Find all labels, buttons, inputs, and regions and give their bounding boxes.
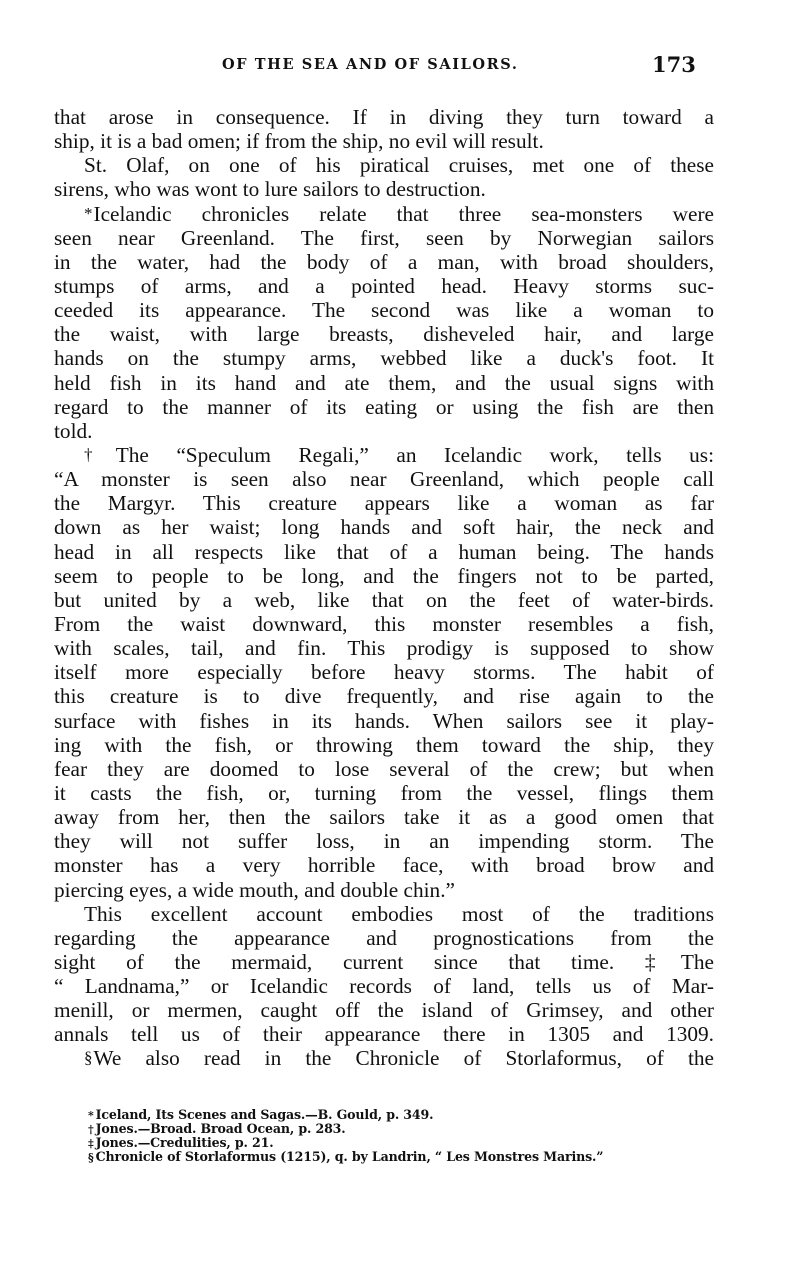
text-line bbox=[54, 467, 714, 491]
line-text: “A monster is seen also near Greenland, which people call bbox=[54, 467, 714, 492]
text-line bbox=[54, 105, 714, 129]
text-line bbox=[54, 491, 714, 515]
line-text: sight of the mermaid, current since that time. ‡The bbox=[54, 949, 714, 974]
footnote-mark: * bbox=[88, 1109, 94, 1122]
footnote-text: Jones.—Broad. Broad Ocean, p. 283. bbox=[95, 1121, 346, 1136]
text-line bbox=[54, 371, 714, 395]
text-line bbox=[54, 878, 714, 902]
text-line bbox=[54, 153, 714, 177]
text-line bbox=[54, 709, 714, 733]
text-line bbox=[54, 612, 714, 636]
text-line bbox=[54, 322, 714, 346]
footnote bbox=[88, 1136, 728, 1150]
line-text: regard to the manner of its eating or using the fish are then bbox=[54, 394, 714, 419]
line-text: that arose in consequence. If in diving they turn toward a bbox=[54, 105, 714, 129]
line-text: We also read in the Chronicle of Storlaformus, of the bbox=[93, 1046, 714, 1071]
text-line bbox=[54, 298, 714, 322]
line-text: seem to people to be long, and the fingers not to be parted, bbox=[54, 563, 714, 588]
text-line bbox=[54, 926, 714, 950]
text-line bbox=[54, 250, 714, 274]
line-text: ing with the fish, or throwing them toward the ship, they bbox=[54, 732, 714, 757]
line-text: Icelandic chronicles relate that three sea-monsters were bbox=[93, 201, 714, 226]
body-text bbox=[54, 105, 714, 1071]
line-text: sirens, who was wont to lure sailors to destruction. bbox=[54, 177, 486, 202]
text-line bbox=[54, 226, 714, 250]
footnote-reference-mark: § bbox=[84, 1048, 93, 1068]
footnote bbox=[88, 1122, 728, 1136]
text-line bbox=[54, 998, 714, 1022]
line-text: piercing eyes, a wide mouth, and double chin.” bbox=[54, 877, 455, 902]
line-text: stumps of arms, and a pointed head. Heavy storms suc- bbox=[54, 273, 714, 298]
text-line bbox=[54, 660, 714, 684]
text-line bbox=[54, 515, 714, 539]
text-line bbox=[54, 853, 714, 877]
text-line bbox=[54, 395, 714, 419]
line-text: From the waist downward, this monster resembles a fish, bbox=[54, 611, 714, 636]
line-text: down as her waist; long hands and soft hair, the neck and bbox=[54, 515, 714, 540]
footnotes bbox=[88, 1108, 728, 1164]
text-line bbox=[54, 202, 714, 226]
line-text: monster has a very horrible face, with broad brow and bbox=[54, 853, 714, 878]
line-text: they will not suffer loss, in an impending storm. The bbox=[54, 829, 714, 854]
line-text: The “Speculum Regali,” an Icelandic work, tells us: bbox=[115, 442, 715, 467]
footnote-mark: ‡ bbox=[88, 1137, 94, 1150]
line-text: but united by a web, like that on the feet of water-birds. bbox=[54, 587, 714, 612]
line-text: in the water, had the body of a man, with broad shoulders, bbox=[54, 249, 714, 274]
text-line bbox=[54, 902, 714, 926]
text-line bbox=[54, 950, 714, 974]
line-text: with scales, tail, and fin. This prodigy is supposed to show bbox=[54, 636, 714, 661]
line-text: surface with fishes in its hands. When sailors see it play- bbox=[54, 708, 714, 733]
line-text: fear they are doomed to lose several of the crew; but when bbox=[54, 756, 714, 781]
text-line bbox=[54, 684, 714, 708]
footnote bbox=[88, 1150, 728, 1164]
text-line bbox=[54, 419, 714, 443]
page-number: 173 bbox=[652, 52, 696, 77]
line-text: the Margyr. This creature appears like a woman as far bbox=[54, 491, 714, 516]
line-text: ceeded its appearance. The second was like a woman to bbox=[54, 298, 714, 323]
line-text: held fish in its hand and ate them, and the usual signs with bbox=[54, 370, 714, 395]
text-line bbox=[54, 974, 714, 998]
page-header bbox=[0, 52, 795, 82]
text-line bbox=[54, 733, 714, 757]
text-line bbox=[54, 177, 714, 201]
footnote-text: Jones.—Credulities, p. 21. bbox=[95, 1135, 274, 1150]
footnote-reference-mark: * bbox=[84, 203, 93, 223]
line-text: itself more especially before heavy storms. The habit of bbox=[54, 660, 714, 685]
running-head: OF THE SEA AND OF SAILORS. bbox=[222, 56, 519, 73]
text-line bbox=[54, 1022, 714, 1046]
footnote-text: Chronicle of Storlaformus (1215), q. by Landrin, “ Les Monstres Marins.” bbox=[95, 1149, 604, 1164]
footnote-mark: † bbox=[88, 1123, 94, 1136]
text-line bbox=[54, 1046, 714, 1070]
text-line bbox=[54, 540, 714, 564]
text-line bbox=[54, 564, 714, 588]
text-line bbox=[54, 757, 714, 781]
line-text: This excellent account embodies most of the traditions bbox=[84, 901, 714, 926]
line-text: head in all respects like that of a human being. The hands bbox=[54, 539, 714, 564]
line-text: seen near Greenland. The first, seen by Norwegian sailors bbox=[54, 225, 714, 250]
line-text: told. bbox=[54, 418, 93, 443]
line-text: the waist, with large breasts, disheveled hair, and large bbox=[54, 322, 714, 347]
line-text: annals tell us of their appearance there in 1305 and 1309. bbox=[54, 1022, 714, 1047]
text-line bbox=[54, 588, 714, 612]
text-line bbox=[54, 829, 714, 853]
text-line bbox=[54, 346, 714, 370]
line-text: “ Landnama,” or Icelandic records of land, tells us of Mar- bbox=[54, 974, 714, 999]
line-text: St. Olaf, on one of his piratical cruises, met one of these bbox=[84, 153, 714, 178]
line-text: away from her, then the sailors take it as a good omen that bbox=[54, 805, 714, 830]
text-line bbox=[54, 781, 714, 805]
line-text: hands on the stumpy arms, webbed like a duck's foot. It bbox=[54, 346, 714, 371]
text-line bbox=[54, 129, 714, 153]
footnote-mark: § bbox=[88, 1151, 94, 1164]
footnote bbox=[88, 1108, 728, 1122]
text-line bbox=[54, 636, 714, 660]
line-text: regarding the appearance and prognostications from the bbox=[54, 925, 714, 950]
text-line bbox=[54, 443, 714, 467]
footnote-text: Iceland, Its Scenes and Sagas.—B. Gould, p. 349. bbox=[95, 1107, 434, 1122]
line-text: this creature is to dive frequently, and rise again to the bbox=[54, 684, 714, 709]
text-line bbox=[54, 274, 714, 298]
line-text: ship, it is a bad omen; if from the ship, no evil will result. bbox=[54, 129, 544, 154]
line-text: it casts the fish, or, turning from the vessel, flings them bbox=[54, 780, 714, 805]
line-text: menill, or mermen, caught off the island of Grimsey, and other bbox=[54, 998, 714, 1023]
text-line bbox=[54, 805, 714, 829]
footnote-reference-mark: † bbox=[84, 444, 115, 464]
